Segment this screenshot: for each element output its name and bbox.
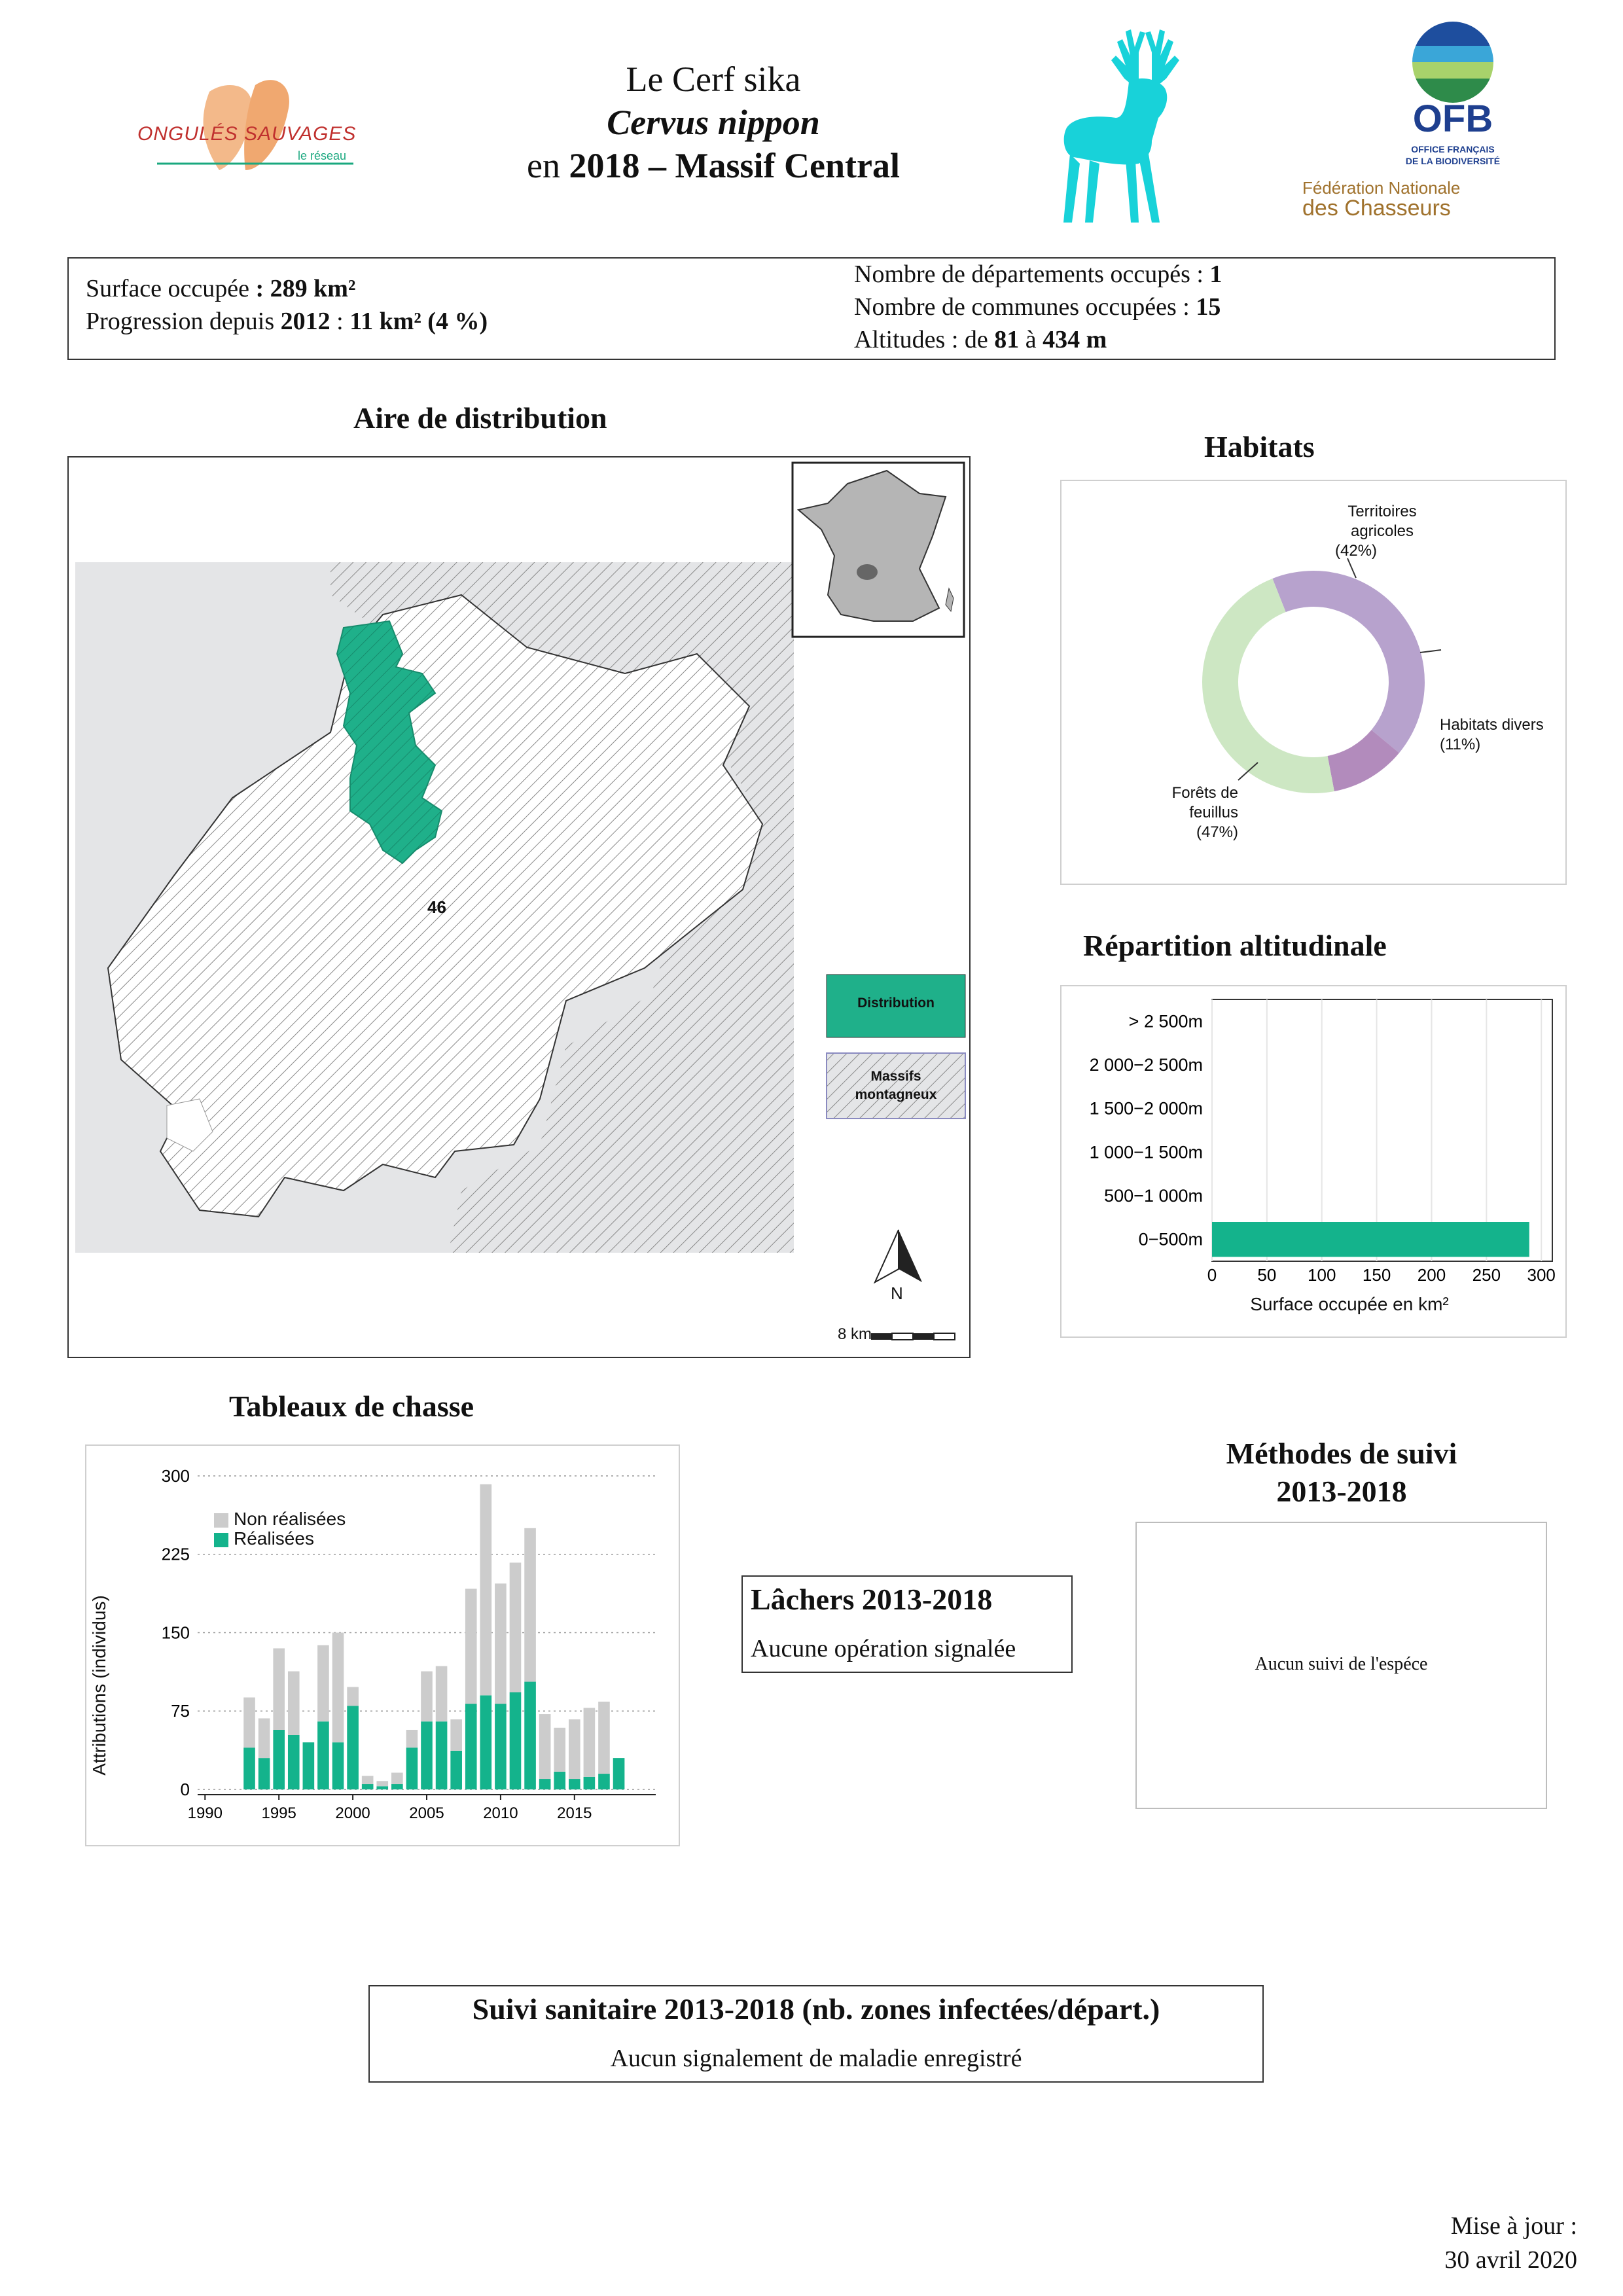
legend-non-swatch <box>214 1513 228 1528</box>
altitude-title: Répartition altitudinale <box>1083 929 1387 962</box>
chasse-bar-non-realisees <box>450 1719 462 1751</box>
chasse-bar-non-realisees <box>598 1702 610 1774</box>
chasse-bar-realisees <box>391 1784 403 1789</box>
chasse-bar-realisees <box>273 1730 285 1789</box>
ofb-logo-text: OFB <box>1412 98 1493 140</box>
sanitaire-title: Suivi sanitaire 2013-2018 (nb. zones infectées/départ.) <box>472 1992 1160 2026</box>
inset-region-marker <box>857 564 878 580</box>
chasse-title: Tableaux de chasse <box>229 1390 474 1423</box>
chasse-bar-realisees <box>347 1706 359 1789</box>
chasse-bar-non-realisees <box>243 1697 255 1748</box>
surface-line: Surface occupée : 289 km² <box>86 275 356 302</box>
chasse-bar-realisees <box>243 1748 255 1789</box>
chasse-bar-non-realisees <box>376 1781 388 1786</box>
chasse-bar-non-realisees <box>259 1718 270 1758</box>
chasse-bar-realisees <box>480 1695 492 1789</box>
chasse-bar-non-realisees <box>436 1666 448 1722</box>
habitats-donut <box>1061 481 1565 884</box>
chasse-bar-realisees <box>524 1682 536 1789</box>
ofb-logo-sub2: DE LA BIODIVERSITÉ <box>1405 156 1501 166</box>
fnc-logo-line1: Fédération Nationale <box>1302 178 1461 198</box>
chasse-bar-realisees <box>362 1784 374 1789</box>
fnc-logo-line2: des Chasseurs <box>1302 196 1451 221</box>
chasse-bar-non-realisees <box>495 1583 507 1704</box>
chasse-bar-non-realisees <box>421 1672 433 1722</box>
communes-line: Nombre de communes occupées : 15 <box>854 293 1221 321</box>
chasse-ytick: 0 <box>180 1780 190 1799</box>
ongules-logo-sub: le réseau <box>298 149 347 162</box>
altitude-bar <box>1212 1222 1529 1257</box>
scale-label: 8 km <box>838 1325 872 1343</box>
chasse-bar-non-realisees <box>362 1776 374 1784</box>
north-arrow-icon <box>875 1230 922 1282</box>
chasse-xtick: 1990 <box>187 1804 223 1822</box>
legend-massifs-label: Massifs montagneux <box>855 1069 937 1102</box>
chasse-ytick: 150 <box>161 1623 190 1643</box>
methodes-panel <box>1135 1522 1547 1809</box>
chasse-ytick: 225 <box>161 1544 190 1564</box>
ongules-logo-text: ONGULÉS SAUVAGES <box>137 123 357 145</box>
chasse-bar-realisees <box>421 1721 433 1789</box>
chasse-bar-realisees <box>376 1786 388 1789</box>
altitude-xtick: 50 <box>1257 1265 1277 1285</box>
altitude-ytick: 500−1 000m <box>1104 1186 1203 1206</box>
north-label: N <box>891 1283 903 1303</box>
deer-silhouette-icon <box>1054 26 1237 229</box>
altitude-xtick: 0 <box>1207 1265 1217 1285</box>
chasse-bar-non-realisees <box>480 1484 492 1696</box>
update-date: Mise à jour : 30 avril 2020 <box>1444 2212 1577 2274</box>
legend-real-swatch <box>214 1533 228 1547</box>
donut-group <box>1202 571 1425 793</box>
habitats-title: Habitats <box>1204 430 1315 463</box>
chasse-ytick: 75 <box>171 1701 190 1721</box>
chasse-xtick: 2015 <box>557 1804 592 1822</box>
donut-slice-2 <box>1202 579 1334 793</box>
altitude-ytick: 1 000−1 500m <box>1089 1142 1203 1162</box>
habitat-label-forets: Forêts de feuillus (47%) <box>1171 784 1238 841</box>
chasse-bar-non-realisees <box>465 1588 477 1704</box>
chasse-bar-realisees <box>495 1704 507 1789</box>
chasse-bar-non-realisees <box>539 1714 551 1779</box>
altitude-ytick: 1 500−2 000m <box>1089 1098 1203 1119</box>
chasse-bar-realisees <box>259 1758 270 1789</box>
habitat-label-divers: Habitats divers (11%) <box>1440 716 1544 753</box>
chasse-bar-non-realisees <box>332 1632 344 1742</box>
chasse-chart <box>86 1446 679 1845</box>
chasse-bar-non-realisees <box>347 1687 359 1706</box>
altitude-ytick: 2 000−2 500m <box>1089 1055 1203 1075</box>
progression-line: Progression depuis 2012 : 11 km² (4 %) <box>86 308 488 335</box>
chasse-bar-non-realisees <box>288 1672 300 1735</box>
chasse-panel <box>85 1444 680 1846</box>
legend-real-label: Réalisées <box>234 1528 314 1549</box>
chasse-bar-non-realisees <box>273 1648 285 1730</box>
chasse-bar-realisees <box>584 1777 596 1789</box>
chasse-bar-realisees <box>569 1779 580 1789</box>
title-year-region: en 2018 – Massif Central <box>527 146 900 185</box>
chasse-bar-realisees <box>317 1721 329 1789</box>
chasse-bar-realisees <box>465 1704 477 1789</box>
chasse-bar-non-realisees <box>317 1645 329 1722</box>
chasse-bar-realisees <box>436 1721 448 1789</box>
departements-line: Nombre de départements occupés : 1 <box>854 260 1222 288</box>
chasse-bar-non-realisees <box>406 1730 418 1748</box>
chasse-bar-non-realisees <box>391 1772 403 1784</box>
lachers-text: Aucune opération signalée <box>751 1635 1016 1662</box>
chasse-bar-realisees <box>613 1758 625 1789</box>
altitude-ytick: 0−500m <box>1138 1229 1203 1249</box>
map-title: Aire de distribution <box>353 401 607 435</box>
chasse-bar-realisees <box>288 1735 300 1789</box>
scale-bar <box>871 1333 955 1340</box>
chasse-bar-realisees <box>539 1779 551 1789</box>
altitude-xtick: 300 <box>1527 1265 1556 1285</box>
chasse-bar-non-realisees <box>569 1719 580 1779</box>
donut-slice-0 <box>1272 571 1425 753</box>
sanitaire-box <box>368 1985 1264 2083</box>
title-common-name: Le Cerf sika <box>626 60 801 99</box>
altitude-xtick: 100 <box>1308 1265 1336 1285</box>
lachers-title: Lâchers 2013-2018 <box>751 1583 993 1616</box>
chasse-xtick: 2005 <box>409 1804 444 1822</box>
chasse-ytick: 300 <box>161 1465 190 1486</box>
title-latin-name: Cervus nippon <box>607 103 820 142</box>
ofb-globe-icon <box>1387 20 1518 105</box>
chasse-bar-realisees <box>554 1772 565 1789</box>
altitude-xtick: 150 <box>1362 1265 1391 1285</box>
legend-non-label: Non réalisées <box>234 1509 346 1529</box>
summary-box <box>67 257 1556 360</box>
ofb-logo-sub1: OFFICE FRANÇAIS <box>1411 144 1495 154</box>
chasse-bar-non-realisees <box>524 1528 536 1682</box>
altitude-panel <box>1060 985 1567 1338</box>
chasse-xtick: 2000 <box>335 1804 370 1822</box>
chasse-bar-realisees <box>303 1742 315 1789</box>
chasse-bar-realisees <box>406 1748 418 1789</box>
chasse-xtick: 2010 <box>483 1804 518 1822</box>
methodes-text: Aucun suivi de l'espéce <box>1255 1654 1428 1674</box>
chasse-ylabel: Attributions (individus) <box>89 1595 109 1776</box>
habitats-panel <box>1060 480 1567 885</box>
altitude-xtick: 250 <box>1472 1265 1501 1285</box>
chasse-bar-realisees <box>598 1774 610 1789</box>
department-label: 46 <box>427 897 446 917</box>
ofb-logo <box>1387 20 1518 170</box>
altitudes-line: Altitudes : de 81 à 434 m <box>854 326 1107 353</box>
chasse-bar-non-realisees <box>510 1563 522 1693</box>
chasse-bar-realisees <box>450 1751 462 1789</box>
chasse-bar-realisees <box>510 1693 522 1790</box>
chasse-xtick: 1995 <box>261 1804 296 1822</box>
ongules-sauvages-logo <box>131 72 380 183</box>
sanitaire-text: Aucun signalement de maladie enregistré <box>610 2045 1022 2072</box>
habitat-label-agricoles: Territoires agricoles (42%) <box>1335 503 1417 560</box>
map-svg <box>69 457 969 1357</box>
lachers-box <box>741 1575 1073 1673</box>
distribution-map <box>67 456 971 1358</box>
fnc-logo <box>1302 178 1538 230</box>
page-title <box>458 58 969 187</box>
legend-distribution-label: Distribution <box>857 996 935 1011</box>
chasse-bar-non-realisees <box>554 1728 565 1772</box>
chasse-bar-non-realisees <box>584 1708 596 1776</box>
altitude-xtick: 200 <box>1417 1265 1446 1285</box>
methodes-title: Méthodes de suivi 2013-2018 <box>1226 1437 1457 1508</box>
altitude-xlabel: Surface occupée en km² <box>1250 1294 1449 1314</box>
altitude-chart <box>1061 986 1565 1336</box>
chasse-bar-realisees <box>332 1742 344 1789</box>
altitude-ytick: > 2 500m <box>1128 1011 1203 1031</box>
